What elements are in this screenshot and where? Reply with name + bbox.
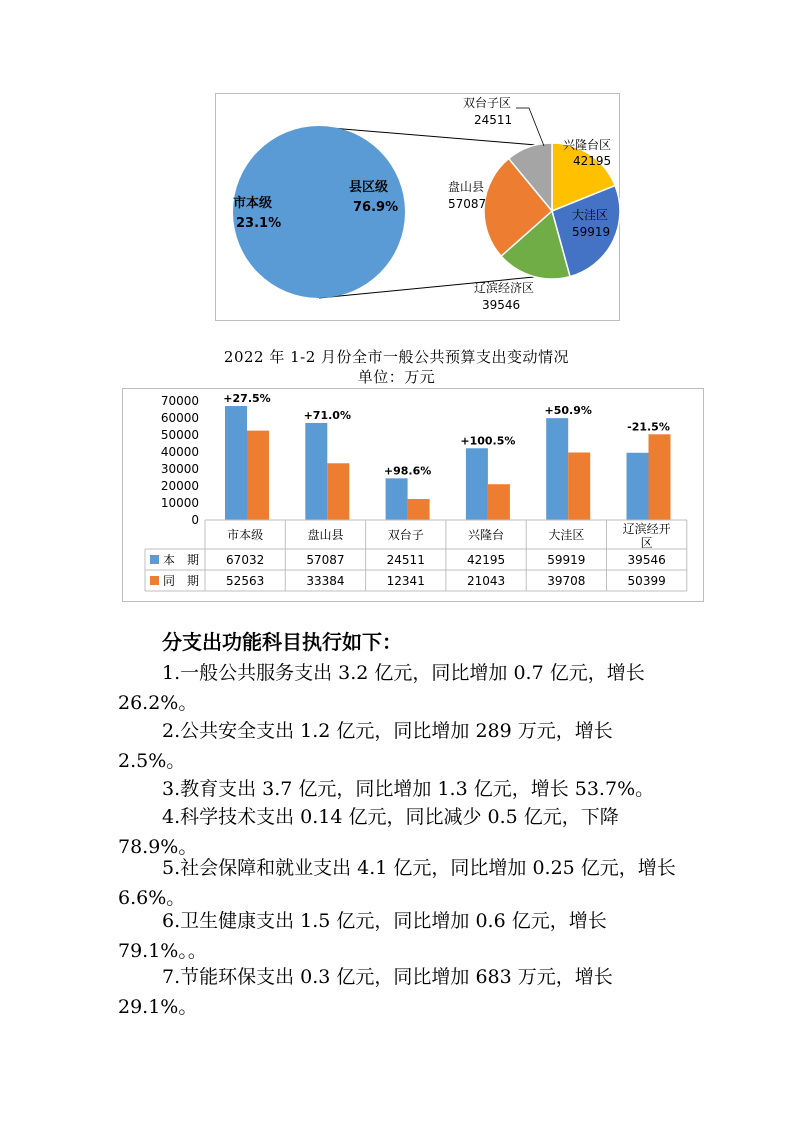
- left-value: 23.1%: [236, 216, 282, 231]
- bar-previous: [408, 499, 430, 520]
- pie-chart-panel: [215, 93, 620, 321]
- slice-label-panshan-name: 盘山县: [448, 180, 485, 194]
- category-label: 大洼区: [548, 528, 585, 542]
- leader-line-shuangtaizi-2: [529, 108, 544, 146]
- bar-current: [225, 406, 247, 520]
- bar-chart-panel: [122, 388, 704, 602]
- table-cell: 39708: [547, 574, 586, 588]
- category-label: 双台子: [387, 528, 424, 542]
- change-annotation: -21.5%: [627, 420, 670, 434]
- item-5-text: 5.社会保障和就业支出 4.1 亿元，同比增加 0.25 亿元，增长 6.6%。: [118, 857, 676, 909]
- item-6: [118, 906, 678, 966]
- change-annotation: +50.9%: [544, 404, 592, 418]
- y-tick-label: 20000: [160, 479, 199, 493]
- y-tick-label: 40000: [160, 445, 199, 459]
- table-cell: 57087: [306, 553, 345, 567]
- item-5: [118, 853, 678, 913]
- table-cell: 42195: [466, 553, 506, 567]
- item-2: [118, 716, 678, 776]
- category-label: 兴隆台: [468, 528, 505, 542]
- change-annotation: +100.5%: [460, 434, 516, 448]
- table-cell: 39546: [627, 553, 666, 567]
- item-3-text: 3.教育支出 3.7 亿元，同比增加 1.3 亿元，增长 53.7%。: [162, 778, 655, 800]
- slice-label-shuangtaizi-value: 24511: [474, 113, 513, 127]
- y-tick-label: 0: [191, 513, 199, 527]
- legend-key: [150, 576, 159, 585]
- slice-label-xinglongtai-name: 兴隆台区: [563, 138, 612, 152]
- table-cell: 67032: [226, 553, 265, 567]
- table-cell: 24511: [386, 553, 425, 567]
- slice-label-panshan-value: 57087: [448, 197, 487, 211]
- item-1: [118, 658, 678, 718]
- change-annotation: +27.5%: [223, 392, 271, 406]
- y-tick-label: 50000: [160, 428, 199, 442]
- y-tick-label: 60000: [160, 411, 199, 425]
- bar-current: [627, 453, 649, 520]
- item-3: [118, 774, 678, 804]
- slice-label-liaobin-value: 39546: [482, 298, 521, 312]
- item-1-text: 1.一般公共服务支出 3.2 亿元，同比增加 0.7 亿元，增长 26.2%。: [118, 662, 645, 714]
- chart-unit: 单位：万元: [357, 368, 436, 386]
- table-cell: 50399: [627, 574, 666, 588]
- pie-chart: [216, 94, 621, 322]
- bar-previous: [568, 452, 590, 520]
- slice-label-liaobin-name: 辽滨经济区: [474, 281, 535, 295]
- bar-chart: [123, 389, 705, 603]
- change-annotation: +98.6%: [383, 464, 432, 478]
- series-name: 本 期: [163, 553, 200, 567]
- big-value: 76.9%: [353, 200, 399, 215]
- table-cell: 21043: [466, 574, 506, 588]
- slice-label-shuangtaizi-name: 双台子区: [463, 96, 512, 110]
- bar-current: [546, 418, 568, 520]
- item-7-text: 7.节能环保支出 0.3 亿元，同比增加 683 万元，增长 29.1%。: [118, 966, 613, 1018]
- slice-label-xinglongtai-value: 42195: [573, 154, 612, 168]
- bar-current: [305, 423, 327, 520]
- y-tick-label: 10000: [160, 496, 199, 510]
- table-cell: 33384: [306, 574, 345, 588]
- table-cell: 59919: [547, 553, 586, 567]
- bar-previous: [488, 484, 510, 520]
- bar-current: [466, 448, 488, 520]
- bar-previous: [247, 431, 269, 520]
- category-label: 辽滨经开: [622, 522, 671, 536]
- y-tick-label: 70000: [160, 394, 199, 408]
- left-label: 市本级: [233, 196, 273, 211]
- legend-key: [150, 555, 159, 564]
- bar-previous: [327, 463, 349, 520]
- table-cell: 52563: [226, 574, 265, 588]
- section-heading: 分支出功能科目执行如下：: [162, 630, 402, 654]
- series-name: 同 期: [163, 574, 200, 588]
- y-tick-label: 30000: [160, 462, 199, 476]
- chart-title: 2022 年 1-2 月份全市一般公共预算支出变动情况: [223, 348, 570, 366]
- category-label: 市本级: [227, 528, 264, 542]
- bar-current: [386, 478, 408, 520]
- slice-label-dawa-name: 大洼区: [572, 208, 609, 222]
- big-label: 县区级: [349, 180, 389, 195]
- slice-label-dawa-value: 59919: [572, 225, 611, 239]
- bar-previous: [649, 434, 671, 520]
- category-label: 盘山县: [307, 528, 344, 542]
- change-annotation: +71.0%: [303, 408, 351, 422]
- item-4-text: 4.科学技术支出 0.14 亿元，同比减少 0.5 亿元，下降 78.9%。: [118, 806, 619, 858]
- item-6-text: 6.卫生健康支出 1.5 亿元，同比增加 0.6 亿元，增长 79.1%。。: [118, 910, 607, 962]
- item-2-text: 2.公共安全支出 1.2 亿元，同比增加 289 万元，增长 2.5%。: [118, 720, 613, 772]
- item-7: [118, 962, 678, 1022]
- table-cell: 12341: [386, 574, 425, 588]
- category-label: 区: [640, 536, 653, 550]
